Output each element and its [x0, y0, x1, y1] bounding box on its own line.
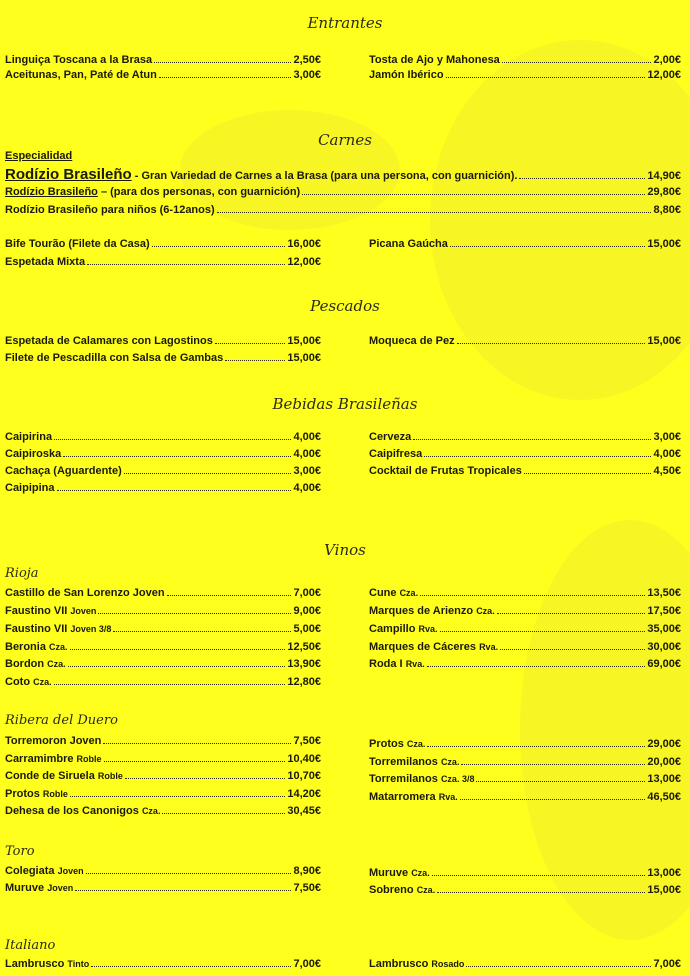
section-title-pescados: Pescados: [310, 297, 380, 315]
section-title-vinos: Vinos: [324, 541, 366, 559]
wine-item: Faustino VII Joven 3/8 5,00€: [5, 623, 321, 635]
wine-item: Lambrusco Rosado 7,00€: [369, 958, 681, 970]
menu-item: Filete de Pescadilla con Salsa de Gambas 15,00€: [5, 352, 321, 364]
wine-item: Coto Cza. 12,80€: [5, 676, 321, 688]
wine-item: Torremilanos Cza. 3/8 13,00€: [369, 773, 681, 785]
wine-item: Torremilanos Cza. 20,00€: [369, 756, 681, 768]
subsection-title-ribera: Ribera del Duero: [5, 713, 118, 728]
wine-item: Lambrusco Tinto 7,00€: [5, 958, 321, 970]
wine-item: Colegiata Joven 8,90€: [5, 865, 321, 877]
menu-item: Espetada Mixta 12,00€: [5, 256, 321, 268]
menu-item: Linguiça Toscana a la Brasa 2,50€: [5, 54, 321, 66]
menu-item: Tosta de Ajo y Mahonesa 2,00€: [369, 54, 681, 66]
wine-item: Muruve Joven 7,50€: [5, 882, 321, 894]
section-title-carnes: Carnes: [318, 131, 372, 149]
wine-item: Marques de Cáceres Rva. 30,00€: [369, 641, 681, 653]
menu-item: Caipirina 4,00€: [5, 431, 321, 443]
menu-item: Caipipina 4,00€: [5, 482, 321, 494]
subsection-title-rioja: Rioja: [5, 566, 39, 581]
menu-item: Moqueca de Pez 15,00€: [369, 335, 681, 347]
subsection-title-italiano: Italiano: [5, 938, 56, 953]
wine-item: Bordon Cza. 13,90€: [5, 658, 321, 670]
menu-item-rodizio: Rodízio Brasileño - Gran Variedad de Carnes a la Brasa (para una persona, con guarnición). 14,90€: [5, 166, 681, 183]
wine-item: Muruve Cza. 13,00€: [369, 867, 681, 879]
wine-item: Castillo de San Lorenzo Joven 7,00€: [5, 587, 321, 599]
menu-item: Caipiroska 4,00€: [5, 448, 321, 460]
menu-item-rodizio-dos: Rodízio Brasileño – (para dos personas, con guarnición) 29,80€: [5, 186, 681, 198]
wine-item: Carramimbre Roble 10,40€: [5, 753, 321, 765]
menu-item: Cachaça (Aguardente) 3,00€: [5, 465, 321, 477]
wine-item: Protos Cza. 29,00€: [369, 738, 681, 750]
wine-item: Conde de Siruela Roble 10,70€: [5, 770, 321, 782]
menu-item: Aceitunas, Pan, Paté de Atun 3,00€: [5, 69, 321, 81]
wine-item: Sobreno Cza. 15,00€: [369, 884, 681, 896]
section-title-entrantes: Entrantes: [307, 14, 383, 32]
wine-item: Beronia Cza. 12,50€: [5, 641, 321, 653]
menu-item: Jamón Ibérico 12,00€: [369, 69, 681, 81]
wine-item: Campillo Rva. 35,00€: [369, 623, 681, 635]
menu-item: Bife Tourão (Filete da Casa) 16,00€: [5, 238, 321, 250]
wine-item: Dehesa de los Canonigos Cza. 30,45€: [5, 805, 321, 817]
menu-item: Espetada de Calamares con Lagostinos 15,00€: [5, 335, 321, 347]
menu-item: Caipifresa 4,00€: [369, 448, 681, 460]
wine-item: Roda I Rva. 69,00€: [369, 658, 681, 670]
section-title-bebidas: Bebidas Brasileñas: [272, 395, 418, 413]
subsection-title-toro: Toro: [5, 844, 35, 859]
wine-item: Faustino VII Joven 9,00€: [5, 605, 321, 617]
menu-item-rodizio-ninos: Rodízio Brasileño para niños (6-12anos) 8,80€: [5, 204, 681, 216]
especialidad-label: Especialidad: [5, 150, 73, 162]
wine-item: Torremoron Joven 7,50€: [5, 735, 321, 747]
wine-item: Marques de Arienzo Cza. 17,50€: [369, 605, 681, 617]
menu-item: Picana Gaúcha 15,00€: [369, 238, 681, 250]
menu-item: Cerveza 3,00€: [369, 431, 681, 443]
menu-item: Cocktail de Frutas Tropicales 4,50€: [369, 465, 681, 477]
wine-item: Matarromera Rva. 46,50€: [369, 791, 681, 803]
wine-item: Cune Cza. 13,50€: [369, 587, 681, 599]
wine-item: Protos Roble 14,20€: [5, 788, 321, 800]
